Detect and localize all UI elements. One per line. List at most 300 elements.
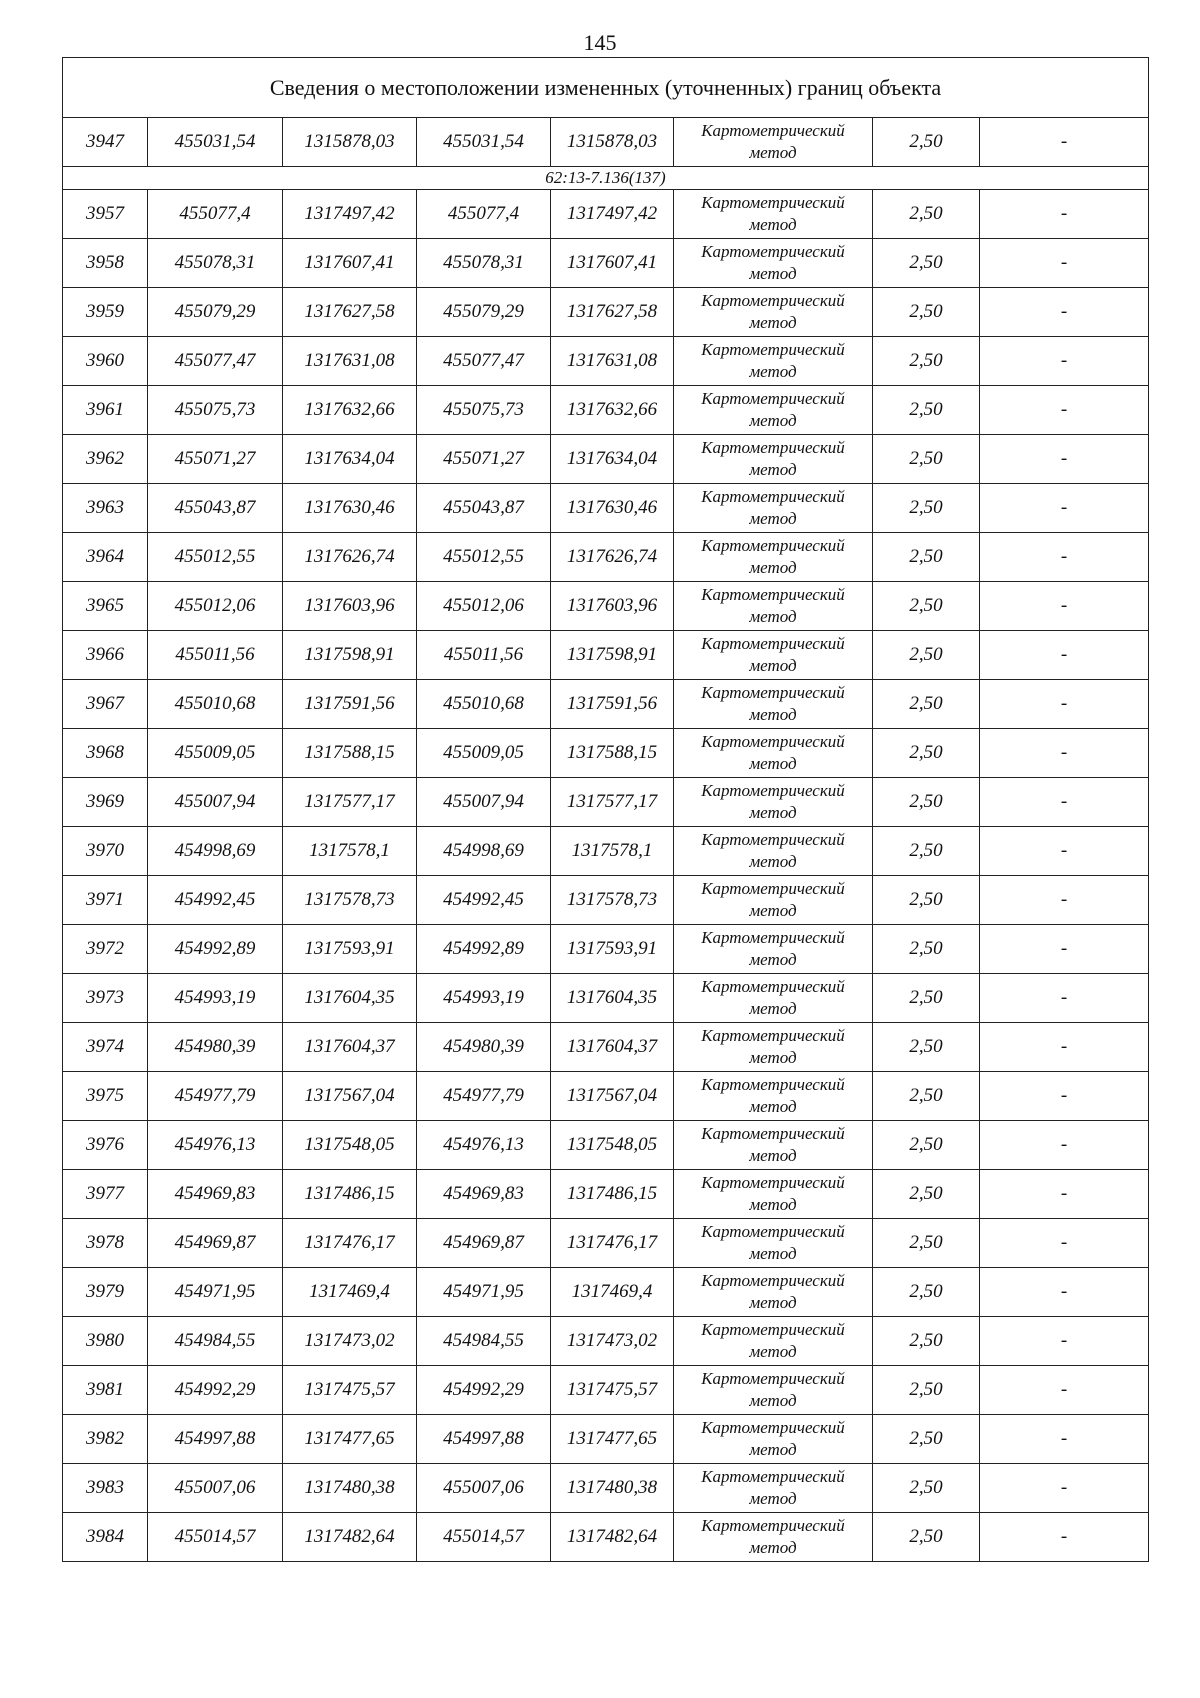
x-existing-cell: 454992,89 (148, 925, 283, 974)
method-cell (674, 484, 873, 533)
point-number-cell: 3976 (63, 1121, 148, 1170)
x-refined-cell: 455077,4 (417, 190, 551, 239)
method-line-1: Картометрический (701, 1369, 845, 1388)
method-cell (674, 435, 873, 484)
x-existing-cell: 455078,31 (148, 239, 283, 288)
note-cell: - (980, 974, 1149, 1023)
accuracy-cell: 2,50 (873, 1219, 980, 1268)
x-refined-cell: 454997,88 (417, 1415, 551, 1464)
point-number-cell: 3958 (63, 239, 148, 288)
method-cell (674, 1023, 873, 1072)
note-cell: - (980, 239, 1149, 288)
table-title: Сведения о местоположении измененных (уточненных) границ объекта (63, 58, 1149, 118)
x-refined-cell: 455079,29 (417, 288, 551, 337)
method-cell (674, 1072, 873, 1121)
table-row (63, 1268, 1149, 1317)
y-refined-cell: 1317473,02 (551, 1317, 674, 1366)
x-existing-cell: 455012,55 (148, 533, 283, 582)
point-number-cell: 3968 (63, 729, 148, 778)
point-number-cell: 3978 (63, 1219, 148, 1268)
y-refined-cell: 1317634,04 (551, 435, 674, 484)
x-existing-cell: 454976,13 (148, 1121, 283, 1170)
x-existing-cell: 455011,56 (148, 631, 283, 680)
x-refined-cell: 454992,89 (417, 925, 551, 974)
x-refined-cell: 455043,87 (417, 484, 551, 533)
table-row (63, 974, 1149, 1023)
y-existing-cell: 1317577,17 (283, 778, 417, 827)
page-number: 145 (583, 30, 617, 55)
method-line-2: метод (749, 411, 797, 430)
point-number-cell: 3970 (63, 827, 148, 876)
y-refined-cell: 1317627,58 (551, 288, 674, 337)
x-existing-cell: 455079,29 (148, 288, 283, 337)
x-refined-cell: 454969,87 (417, 1219, 551, 1268)
accuracy-cell: 2,50 (873, 1072, 980, 1121)
y-existing-cell: 1317591,56 (283, 680, 417, 729)
note-cell: - (980, 631, 1149, 680)
accuracy-cell: 2,50 (873, 239, 980, 288)
method-cell (674, 1513, 873, 1562)
y-existing-cell: 1317604,35 (283, 974, 417, 1023)
y-existing-cell: 1317480,38 (283, 1464, 417, 1513)
table-body (63, 58, 1149, 1562)
accuracy-cell: 2,50 (873, 1366, 980, 1415)
point-number-cell: 3962 (63, 435, 148, 484)
x-refined-cell: 455011,56 (417, 631, 551, 680)
point-number-cell: 3979 (63, 1268, 148, 1317)
method-line-1: Картометрический (701, 1173, 845, 1192)
method-line-1: Картометрический (701, 1516, 845, 1535)
y-refined-cell: 1317603,96 (551, 582, 674, 631)
x-existing-cell: 455031,54 (148, 118, 283, 167)
note-cell: - (980, 118, 1149, 167)
accuracy-cell: 2,50 (873, 974, 980, 1023)
point-number-cell: 3963 (63, 484, 148, 533)
method-line-1: Картометрический (701, 585, 845, 604)
x-refined-cell: 455012,55 (417, 533, 551, 582)
y-existing-cell: 1317578,73 (283, 876, 417, 925)
method-line-1: Картометрический (701, 1467, 845, 1486)
y-existing-cell: 1317588,15 (283, 729, 417, 778)
method-cell (674, 239, 873, 288)
method-line-1: Картометрический (701, 193, 845, 212)
method-cell (674, 288, 873, 337)
x-refined-cell: 455075,73 (417, 386, 551, 435)
method-line-1: Картометрический (701, 1418, 845, 1437)
x-refined-cell: 454993,19 (417, 974, 551, 1023)
x-existing-cell: 454980,39 (148, 1023, 283, 1072)
note-cell: - (980, 288, 1149, 337)
method-line-2: метод (749, 1538, 797, 1557)
x-existing-cell: 454977,79 (148, 1072, 283, 1121)
note-cell: - (980, 778, 1149, 827)
method-line-1: Картометрический (701, 1271, 845, 1290)
note-cell: - (980, 876, 1149, 925)
x-existing-cell: 455077,47 (148, 337, 283, 386)
y-existing-cell: 1317634,04 (283, 435, 417, 484)
y-existing-cell: 1317593,91 (283, 925, 417, 974)
point-number-cell: 3982 (63, 1415, 148, 1464)
x-refined-cell: 455007,06 (417, 1464, 551, 1513)
y-refined-cell: 1317578,73 (551, 876, 674, 925)
y-existing-cell: 1317607,41 (283, 239, 417, 288)
accuracy-cell: 2,50 (873, 925, 980, 974)
y-existing-cell: 1317469,4 (283, 1268, 417, 1317)
table-row (63, 533, 1149, 582)
y-refined-cell: 1317631,08 (551, 337, 674, 386)
method-cell (674, 337, 873, 386)
point-number-cell: 3966 (63, 631, 148, 680)
table-row (63, 1121, 1149, 1170)
note-cell: - (980, 1415, 1149, 1464)
x-refined-cell: 455012,06 (417, 582, 551, 631)
point-number-cell: 3969 (63, 778, 148, 827)
method-line-2: метод (749, 950, 797, 969)
method-line-2: метод (749, 803, 797, 822)
table-row (63, 582, 1149, 631)
y-refined-cell: 1317497,42 (551, 190, 674, 239)
y-refined-cell: 1317588,15 (551, 729, 674, 778)
x-existing-cell: 454993,19 (148, 974, 283, 1023)
method-cell (674, 1317, 873, 1366)
y-existing-cell: 1317632,66 (283, 386, 417, 435)
note-cell: - (980, 729, 1149, 778)
table-row (63, 288, 1149, 337)
table-row (63, 1219, 1149, 1268)
y-refined-cell: 1317480,38 (551, 1464, 674, 1513)
method-line-2: метод (749, 264, 797, 283)
point-number-cell: 3967 (63, 680, 148, 729)
y-existing-cell: 1317631,08 (283, 337, 417, 386)
table-row (63, 1023, 1149, 1072)
method-line-2: метод (749, 656, 797, 675)
x-existing-cell: 454997,88 (148, 1415, 283, 1464)
x-refined-cell: 454969,83 (417, 1170, 551, 1219)
x-refined-cell: 455009,05 (417, 729, 551, 778)
y-refined-cell: 1317548,05 (551, 1121, 674, 1170)
table-row (63, 1464, 1149, 1513)
y-existing-cell: 1317475,57 (283, 1366, 417, 1415)
note-cell: - (980, 1268, 1149, 1317)
section-label-row (63, 167, 1149, 190)
method-line-1: Картометрический (701, 536, 845, 555)
table-title-row (63, 58, 1149, 118)
x-existing-cell: 455075,73 (148, 386, 283, 435)
note-cell: - (980, 484, 1149, 533)
method-cell (674, 876, 873, 925)
method-line-2: метод (749, 509, 797, 528)
y-existing-cell: 1317482,64 (283, 1513, 417, 1562)
accuracy-cell: 2,50 (873, 337, 980, 386)
note-cell: - (980, 533, 1149, 582)
x-refined-cell: 455078,31 (417, 239, 551, 288)
accuracy-cell: 2,50 (873, 1317, 980, 1366)
table-row (63, 827, 1149, 876)
accuracy-cell: 2,50 (873, 288, 980, 337)
method-line-2: метод (749, 558, 797, 577)
x-existing-cell: 454998,69 (148, 827, 283, 876)
accuracy-cell: 2,50 (873, 827, 980, 876)
accuracy-cell: 2,50 (873, 680, 980, 729)
accuracy-cell: 2,50 (873, 778, 980, 827)
method-line-1: Картометрический (701, 1222, 845, 1241)
y-refined-cell: 1317598,91 (551, 631, 674, 680)
method-line-2: метод (749, 607, 797, 626)
method-line-2: метод (749, 215, 797, 234)
table-row (63, 925, 1149, 974)
y-refined-cell: 1317475,57 (551, 1366, 674, 1415)
method-line-2: метод (749, 1489, 797, 1508)
x-existing-cell: 454971,95 (148, 1268, 283, 1317)
method-line-1: Картометрический (701, 732, 845, 751)
method-line-2: метод (749, 1048, 797, 1067)
method-cell (674, 680, 873, 729)
y-existing-cell: 1317477,65 (283, 1415, 417, 1464)
accuracy-cell: 2,50 (873, 1464, 980, 1513)
method-line-2: метод (749, 754, 797, 773)
method-line-1: Картометрический (701, 977, 845, 996)
table-row (63, 876, 1149, 925)
table-row (63, 239, 1149, 288)
method-cell (674, 1121, 873, 1170)
method-line-2: метод (749, 460, 797, 479)
table-row (63, 484, 1149, 533)
table-row (63, 1366, 1149, 1415)
note-cell: - (980, 1219, 1149, 1268)
x-refined-cell: 454998,69 (417, 827, 551, 876)
note-cell: - (980, 1023, 1149, 1072)
method-line-2: метод (749, 1293, 797, 1312)
table-row (63, 1415, 1149, 1464)
y-refined-cell: 1317578,1 (551, 827, 674, 876)
point-number-cell: 3961 (63, 386, 148, 435)
method-cell (674, 1268, 873, 1317)
method-line-1: Картометрический (701, 487, 845, 506)
method-line-2: метод (749, 1440, 797, 1459)
accuracy-cell: 2,50 (873, 729, 980, 778)
x-refined-cell: 455071,27 (417, 435, 551, 484)
x-refined-cell: 454971,95 (417, 1268, 551, 1317)
y-existing-cell: 1317627,58 (283, 288, 417, 337)
accuracy-cell: 2,50 (873, 582, 980, 631)
method-line-1: Картометрический (701, 928, 845, 947)
method-line-1: Картометрический (701, 340, 845, 359)
note-cell: - (980, 582, 1149, 631)
method-line-1: Картометрический (701, 291, 845, 310)
method-line-1: Картометрический (701, 1320, 845, 1339)
y-refined-cell: 1317567,04 (551, 1072, 674, 1121)
point-number-cell: 3977 (63, 1170, 148, 1219)
method-line-2: метод (749, 1195, 797, 1214)
method-line-1: Картометрический (701, 830, 845, 849)
method-cell (674, 974, 873, 1023)
point-number-cell: 3981 (63, 1366, 148, 1415)
method-line-2: метод (749, 705, 797, 724)
y-refined-cell: 1317626,74 (551, 533, 674, 582)
method-cell (674, 827, 873, 876)
table-row (63, 190, 1149, 239)
method-cell (674, 925, 873, 974)
point-number-cell: 3983 (63, 1464, 148, 1513)
y-refined-cell: 1315878,03 (551, 118, 674, 167)
note-cell: - (980, 1366, 1149, 1415)
y-refined-cell: 1317630,46 (551, 484, 674, 533)
table-row (63, 778, 1149, 827)
method-cell (674, 1366, 873, 1415)
x-existing-cell: 454984,55 (148, 1317, 283, 1366)
x-existing-cell: 455043,87 (148, 484, 283, 533)
method-line-2: метод (749, 1391, 797, 1410)
method-line-1: Картометрический (701, 781, 845, 800)
method-line-2: метод (749, 1342, 797, 1361)
method-line-1: Картометрический (701, 634, 845, 653)
table-row (63, 435, 1149, 484)
y-existing-cell: 1317578,1 (283, 827, 417, 876)
method-line-1: Картометрический (701, 438, 845, 457)
method-line-1: Картометрический (701, 121, 845, 140)
y-existing-cell: 1317497,42 (283, 190, 417, 239)
y-existing-cell: 1317626,74 (283, 533, 417, 582)
table-row (63, 729, 1149, 778)
y-refined-cell: 1317591,56 (551, 680, 674, 729)
x-existing-cell: 454969,83 (148, 1170, 283, 1219)
y-refined-cell: 1317477,65 (551, 1415, 674, 1464)
method-cell (674, 1415, 873, 1464)
table-row (63, 118, 1149, 167)
point-number-cell: 3984 (63, 1513, 148, 1562)
x-refined-cell: 455010,68 (417, 680, 551, 729)
x-refined-cell: 454976,13 (417, 1121, 551, 1170)
x-existing-cell: 455012,06 (148, 582, 283, 631)
method-line-2: метод (749, 362, 797, 381)
x-refined-cell: 455031,54 (417, 118, 551, 167)
method-line-2: метод (749, 143, 797, 162)
point-number-cell: 3974 (63, 1023, 148, 1072)
note-cell: - (980, 1170, 1149, 1219)
method-cell (674, 118, 873, 167)
x-refined-cell: 455077,47 (417, 337, 551, 386)
y-existing-cell: 1317603,96 (283, 582, 417, 631)
y-existing-cell: 1317567,04 (283, 1072, 417, 1121)
x-refined-cell: 454977,79 (417, 1072, 551, 1121)
table-row (63, 1513, 1149, 1562)
y-refined-cell: 1317593,91 (551, 925, 674, 974)
y-refined-cell: 1317482,64 (551, 1513, 674, 1562)
x-existing-cell: 455007,94 (148, 778, 283, 827)
method-cell (674, 631, 873, 680)
point-number-cell: 3980 (63, 1317, 148, 1366)
point-number-cell: 3947 (63, 118, 148, 167)
x-existing-cell: 455007,06 (148, 1464, 283, 1513)
method-cell (674, 386, 873, 435)
method-line-2: метод (749, 852, 797, 871)
x-refined-cell: 454984,55 (417, 1317, 551, 1366)
note-cell: - (980, 435, 1149, 484)
accuracy-cell: 2,50 (873, 876, 980, 925)
y-refined-cell: 1317604,37 (551, 1023, 674, 1072)
x-refined-cell: 454980,39 (417, 1023, 551, 1072)
note-cell: - (980, 1072, 1149, 1121)
x-existing-cell: 454992,29 (148, 1366, 283, 1415)
point-number-cell: 3972 (63, 925, 148, 974)
y-existing-cell: 1317548,05 (283, 1121, 417, 1170)
method-cell (674, 533, 873, 582)
method-cell (674, 1219, 873, 1268)
point-number-cell: 3971 (63, 876, 148, 925)
y-existing-cell: 1317486,15 (283, 1170, 417, 1219)
accuracy-cell: 2,50 (873, 1023, 980, 1072)
method-line-1: Картометрический (701, 1075, 845, 1094)
table-row (63, 680, 1149, 729)
method-cell (674, 1464, 873, 1513)
method-cell (674, 729, 873, 778)
point-number-cell: 3957 (63, 190, 148, 239)
y-existing-cell: 1315878,03 (283, 118, 417, 167)
method-line-1: Картометрический (701, 683, 845, 702)
y-existing-cell: 1317598,91 (283, 631, 417, 680)
y-existing-cell: 1317476,17 (283, 1219, 417, 1268)
point-number-cell: 3975 (63, 1072, 148, 1121)
accuracy-cell: 2,50 (873, 1415, 980, 1464)
method-line-1: Картометрический (701, 242, 845, 261)
table-row (63, 1170, 1149, 1219)
boundary-coordinates-table (62, 57, 1149, 1562)
table-row (63, 631, 1149, 680)
y-refined-cell: 1317469,4 (551, 1268, 674, 1317)
y-refined-cell: 1317632,66 (551, 386, 674, 435)
method-line-1: Картометрический (701, 1124, 845, 1143)
note-cell: - (980, 827, 1149, 876)
point-number-cell: 3964 (63, 533, 148, 582)
method-line-2: метод (749, 1146, 797, 1165)
x-existing-cell: 455077,4 (148, 190, 283, 239)
y-refined-cell: 1317577,17 (551, 778, 674, 827)
x-existing-cell: 455010,68 (148, 680, 283, 729)
y-existing-cell: 1317630,46 (283, 484, 417, 533)
method-line-2: метод (749, 901, 797, 920)
method-line-1: Картометрический (701, 1026, 845, 1045)
y-refined-cell: 1317604,35 (551, 974, 674, 1023)
accuracy-cell: 2,50 (873, 435, 980, 484)
x-existing-cell: 454992,45 (148, 876, 283, 925)
point-number-cell: 3960 (63, 337, 148, 386)
x-refined-cell: 454992,29 (417, 1366, 551, 1415)
note-cell: - (980, 925, 1149, 974)
y-existing-cell: 1317604,37 (283, 1023, 417, 1072)
x-existing-cell: 455014,57 (148, 1513, 283, 1562)
x-existing-cell: 455009,05 (148, 729, 283, 778)
table-row (63, 337, 1149, 386)
method-line-1: Картометрический (701, 879, 845, 898)
table-row (63, 1072, 1149, 1121)
method-line-2: метод (749, 999, 797, 1018)
accuracy-cell: 2,50 (873, 1170, 980, 1219)
method-line-2: метод (749, 313, 797, 332)
x-refined-cell: 454992,45 (417, 876, 551, 925)
point-number-cell: 3965 (63, 582, 148, 631)
note-cell: - (980, 386, 1149, 435)
y-existing-cell: 1317473,02 (283, 1317, 417, 1366)
method-line-2: метод (749, 1097, 797, 1116)
accuracy-cell: 2,50 (873, 386, 980, 435)
x-existing-cell: 455071,27 (148, 435, 283, 484)
note-cell: - (980, 1121, 1149, 1170)
method-line-1: Картометрический (701, 389, 845, 408)
note-cell: - (980, 680, 1149, 729)
accuracy-cell: 2,50 (873, 484, 980, 533)
y-refined-cell: 1317607,41 (551, 239, 674, 288)
table-row (63, 386, 1149, 435)
